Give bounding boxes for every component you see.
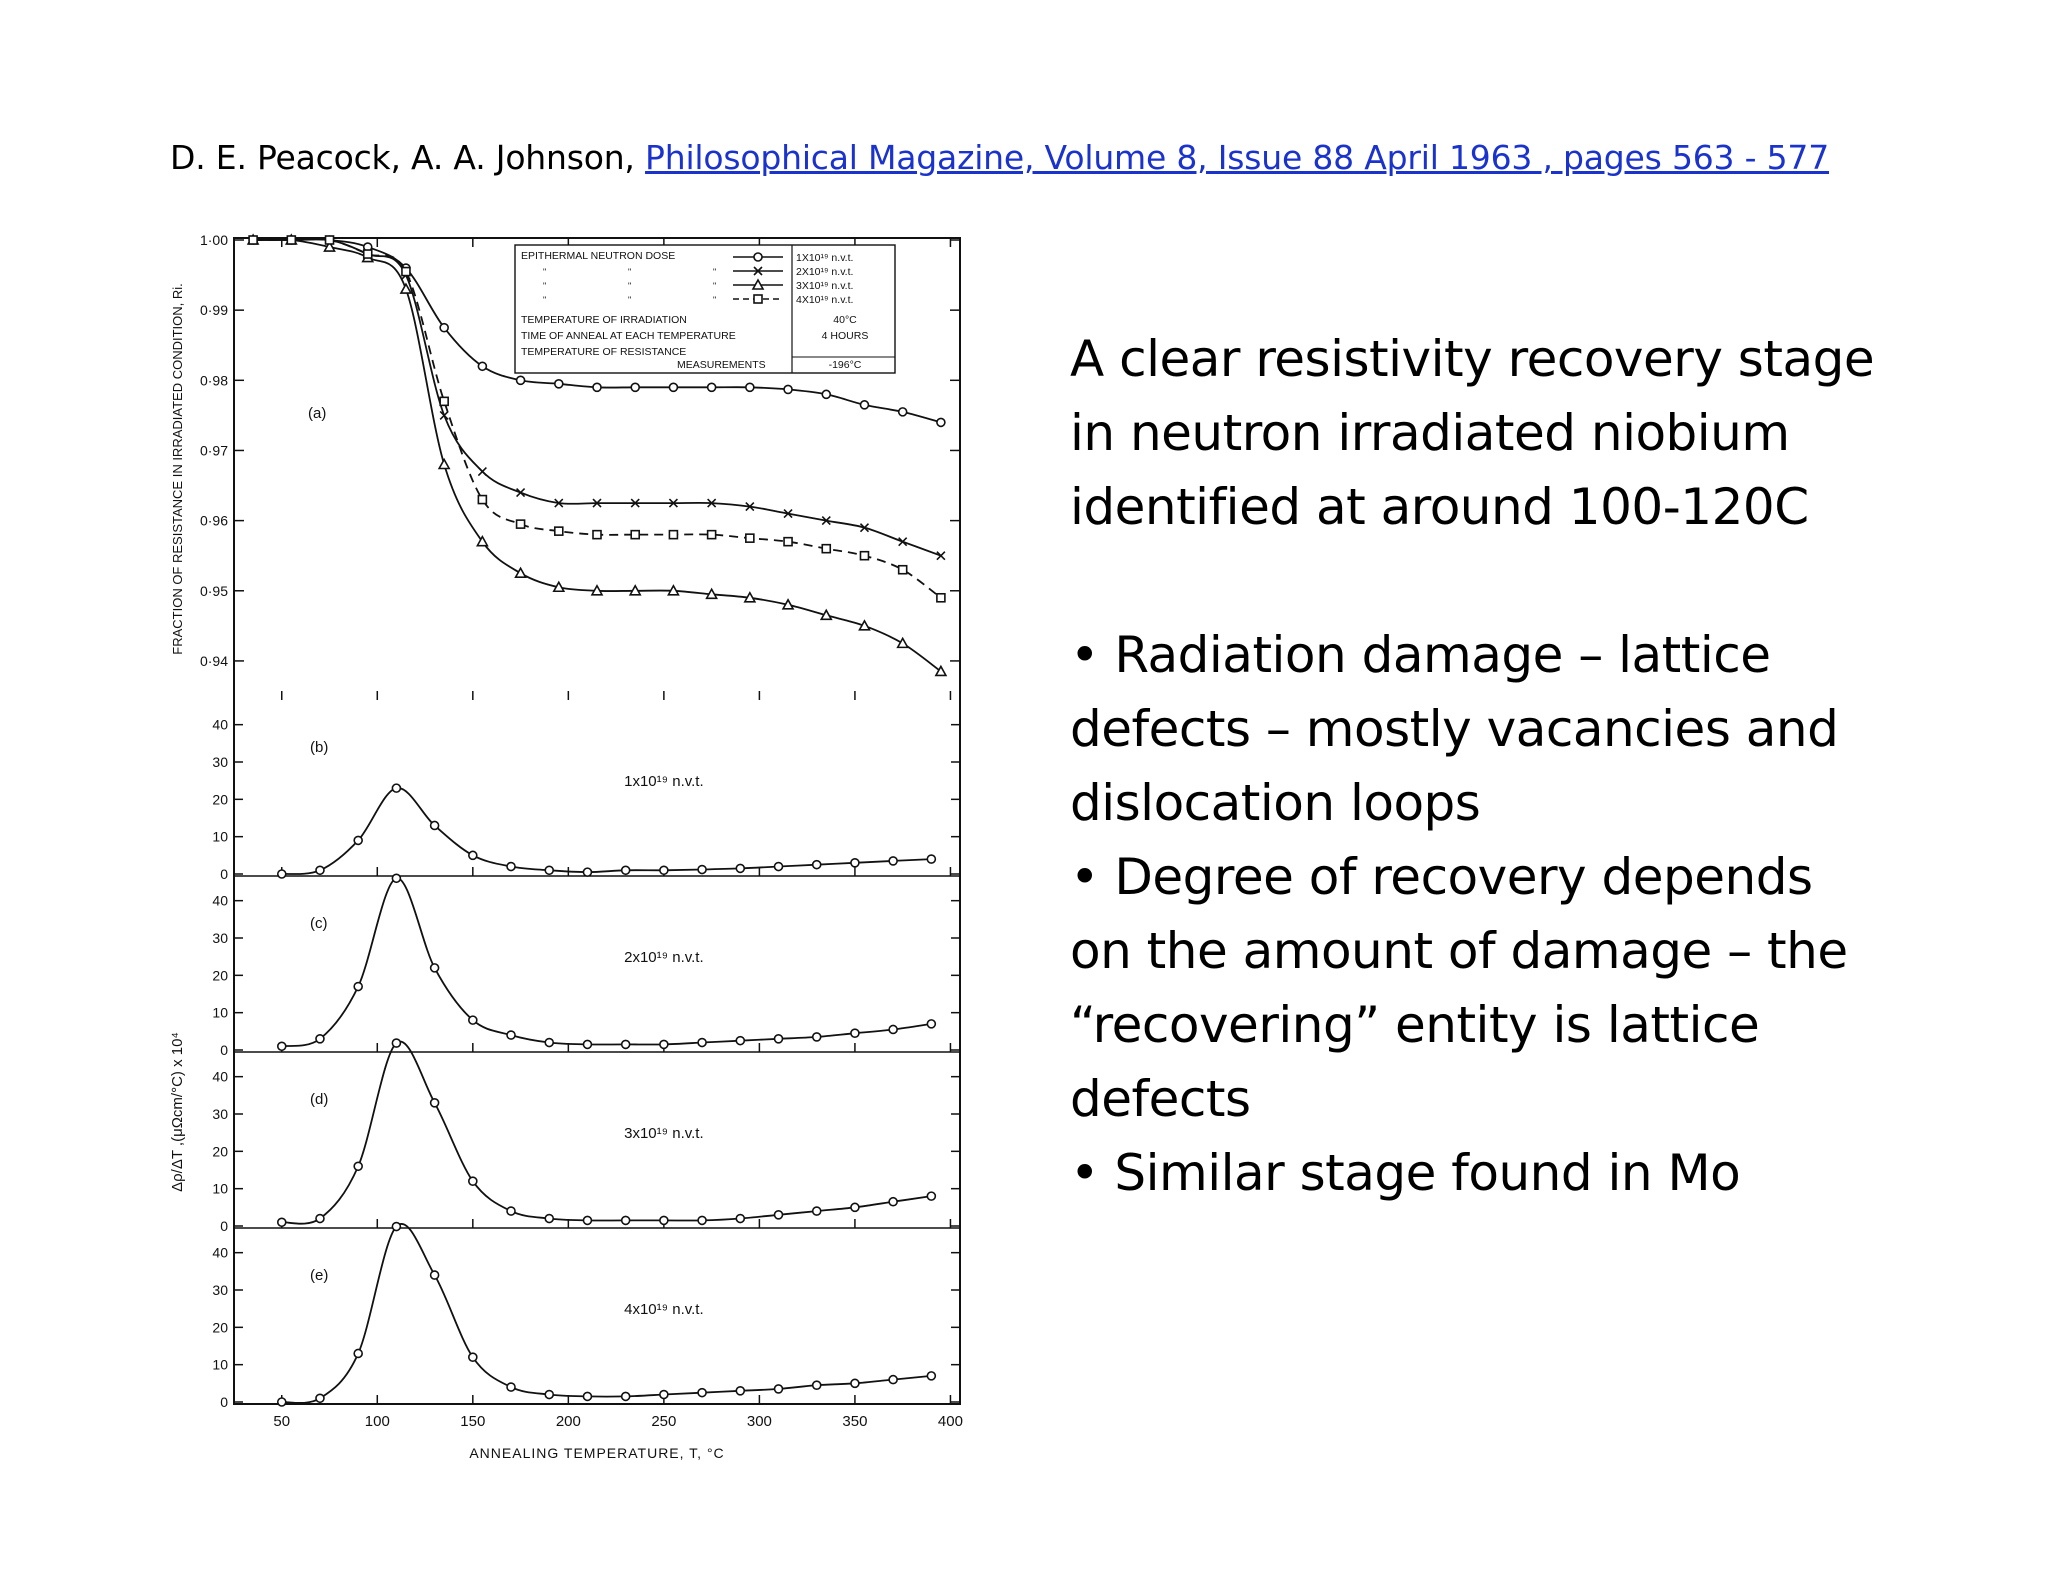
bullet-line: “recovering” entity is lattice xyxy=(1070,996,1760,1054)
x-tick-label: 100 xyxy=(364,1413,390,1430)
data-point xyxy=(583,1392,591,1400)
y-tick-label: 0 xyxy=(220,1394,228,1410)
data-point xyxy=(278,1398,286,1406)
data-point xyxy=(927,1020,935,1028)
data-point xyxy=(813,1207,821,1215)
bullet-line: on the amount of damage – the xyxy=(1070,922,1848,980)
data-point xyxy=(622,1392,630,1400)
legend-row-label2: MEASUREMENTS xyxy=(677,359,766,371)
y-tick-label: 0·97 xyxy=(199,442,228,459)
bullet-item xyxy=(1070,618,1970,840)
x-tick-label: 400 xyxy=(937,1413,963,1430)
data-point xyxy=(669,383,677,391)
data-point xyxy=(469,1177,477,1185)
bullet-item xyxy=(1070,840,1970,1136)
data-point xyxy=(507,1207,515,1215)
data-point xyxy=(354,1349,362,1357)
panel-label: (d) xyxy=(310,1091,329,1108)
y-tick-label: 0·99 xyxy=(199,302,228,319)
dose-annotation: 3x10¹⁹ n.v.t. xyxy=(624,1125,704,1142)
data-point xyxy=(937,552,945,560)
data-point xyxy=(813,1033,821,1041)
data-point xyxy=(822,545,830,553)
y-tick-label: 30 xyxy=(212,930,228,946)
data-point xyxy=(439,459,449,468)
data-point xyxy=(660,866,668,874)
y-tick-label: 30 xyxy=(212,1282,228,1298)
data-point xyxy=(287,236,295,244)
data-point xyxy=(545,866,553,874)
legend-dose: 4X10¹⁹ n.v.t. xyxy=(796,294,854,306)
y-tick-label: 0·96 xyxy=(199,512,228,529)
data-point xyxy=(326,236,334,244)
data-point xyxy=(736,1387,744,1395)
figure-frame xyxy=(234,238,960,1404)
data-point xyxy=(746,534,754,542)
data-point xyxy=(392,1039,400,1047)
bullet-item xyxy=(1070,1136,1970,1210)
data-point xyxy=(583,1040,591,1048)
data-point xyxy=(736,864,744,872)
data-point xyxy=(316,1035,324,1043)
y-tick-label: 40 xyxy=(212,716,228,733)
ditto-mark: " xyxy=(628,295,632,305)
series-line xyxy=(282,1042,932,1224)
data-point xyxy=(851,859,859,867)
data-point xyxy=(354,836,362,844)
x-tick-label: 200 xyxy=(555,1413,581,1430)
data-point xyxy=(899,408,907,416)
data-point xyxy=(775,1035,783,1043)
data-point xyxy=(927,1372,935,1380)
data-point xyxy=(469,1016,477,1024)
data-point xyxy=(708,383,716,391)
dose-annotation: 4x10¹⁹ n.v.t. xyxy=(624,1301,704,1318)
ditto-mark: " xyxy=(543,295,547,305)
data-point xyxy=(278,870,286,878)
data-point xyxy=(889,1025,897,1033)
legend-dose: 3X10¹⁹ n.v.t. xyxy=(796,280,854,292)
data-point xyxy=(593,383,601,391)
bullet-line: defects xyxy=(1070,1070,1251,1128)
data-point xyxy=(775,1385,783,1393)
data-point xyxy=(937,594,945,602)
data-point xyxy=(545,1039,553,1047)
bullet-line: • Radiation damage – lattice xyxy=(1070,626,1771,684)
legend-box xyxy=(515,245,895,373)
data-point xyxy=(517,489,525,497)
data-point xyxy=(898,638,908,647)
data-point xyxy=(860,552,868,560)
data-point xyxy=(440,324,448,332)
ditto-mark: " xyxy=(713,295,717,305)
series-markers xyxy=(278,1223,936,1406)
ditto-mark: " xyxy=(713,267,717,277)
data-point xyxy=(545,1215,553,1223)
y-tick-label: 40 xyxy=(212,1244,228,1261)
legend-row-label: TEMPERATURE OF RESISTANCE xyxy=(521,346,687,358)
data-point xyxy=(698,1389,706,1397)
series-markers xyxy=(278,1039,936,1226)
data-point xyxy=(899,566,907,574)
ditto-mark: " xyxy=(628,267,632,277)
data-point xyxy=(440,411,448,419)
data-point xyxy=(354,983,362,991)
data-point xyxy=(507,1031,515,1039)
ditto-mark: " xyxy=(543,267,547,277)
data-point xyxy=(431,964,439,972)
data-point xyxy=(517,520,525,528)
citation-link[interactable]: Philosophical Magazine, Volume 8, Issue 88 April 1963 , pages 563 - 577 xyxy=(645,138,1829,177)
x-tick-label: 50 xyxy=(273,1413,291,1430)
data-point xyxy=(927,855,935,863)
slide-text xyxy=(1070,322,1970,1210)
data-point xyxy=(249,236,257,244)
data-point xyxy=(354,1162,362,1170)
data-point xyxy=(431,1099,439,1107)
y-tick-label: 20 xyxy=(212,1319,228,1336)
data-point xyxy=(736,1037,744,1045)
data-point xyxy=(754,295,762,303)
data-point xyxy=(555,380,563,388)
citation-authors: D. E. Peacock, A. A. Johnson, xyxy=(170,138,635,177)
data-point xyxy=(899,538,907,546)
y-tick-label: 10 xyxy=(212,1180,228,1197)
data-point xyxy=(392,1223,400,1231)
data-point xyxy=(813,1381,821,1389)
data-point xyxy=(851,1379,859,1387)
legend-row-label: TEMPERATURE OF IRRADIATION xyxy=(521,314,687,326)
y-tick-label: 20 xyxy=(212,967,228,984)
data-point xyxy=(555,527,563,535)
y-tick-label: 10 xyxy=(212,1356,228,1373)
data-point xyxy=(478,468,486,476)
panel-label: (b) xyxy=(310,739,329,756)
x-tick-label: 250 xyxy=(651,1413,677,1430)
citation xyxy=(170,138,1829,177)
legend-row-value: 40°C xyxy=(833,314,857,326)
data-point xyxy=(813,861,821,869)
y-tick-label: 0 xyxy=(220,1218,228,1234)
x-axis-label: ANNEALING TEMPERATURE, T, °C xyxy=(469,1445,725,1461)
label-layer xyxy=(169,232,963,1461)
data-point xyxy=(364,250,372,258)
data-point xyxy=(860,401,868,409)
bullet-list xyxy=(1070,618,1970,1210)
series-markers xyxy=(278,874,936,1050)
data-point xyxy=(851,1029,859,1037)
legend-title: EPITHERMAL NEUTRON DOSE xyxy=(521,250,676,262)
data-point xyxy=(402,268,410,276)
y-tick-label: 0·98 xyxy=(199,372,228,389)
heading-line: in neutron irradiated niobium xyxy=(1070,404,1790,462)
data-point xyxy=(583,868,591,876)
y-tick-label: 0·94 xyxy=(199,652,228,669)
data-point xyxy=(631,531,639,539)
legend-row-value: -196°C xyxy=(828,359,862,371)
data-point xyxy=(669,531,677,539)
data-point xyxy=(889,1198,897,1206)
y-tick-label: 0 xyxy=(220,866,228,882)
ditto-mark: " xyxy=(543,281,547,291)
data-point xyxy=(736,1215,744,1223)
data-point xyxy=(593,531,601,539)
panel-label: (e) xyxy=(310,1267,329,1284)
series-line xyxy=(282,788,932,874)
data-point xyxy=(278,1042,286,1050)
series-line xyxy=(282,878,932,1046)
axes-layer xyxy=(234,238,960,1404)
panel-label: (c) xyxy=(310,915,328,932)
data-point xyxy=(545,1391,553,1399)
heading-line: A clear resistivity recovery stage xyxy=(1070,330,1875,388)
legend-row-value: 4 HOURS xyxy=(821,330,869,342)
y-tick-label: 1·00 xyxy=(199,232,228,248)
dose-annotation: 2x10¹⁹ n.v.t. xyxy=(624,949,704,966)
y-tick-label: 20 xyxy=(212,1143,228,1160)
data-point xyxy=(660,1040,668,1048)
heading-line: identified at around 100-120C xyxy=(1070,478,1809,536)
y-axis-label: Δρ/ΔT ,(μΩcm/°C) x 10⁴ xyxy=(169,1032,186,1192)
data-point xyxy=(754,253,762,261)
data-point xyxy=(431,1271,439,1279)
data-point xyxy=(775,1211,783,1219)
data-point xyxy=(622,1216,630,1224)
y-tick-label: 30 xyxy=(212,1106,228,1122)
data-point xyxy=(660,1216,668,1224)
data-point xyxy=(784,538,792,546)
y-tick-label: 40 xyxy=(212,892,228,909)
data-point xyxy=(889,1376,897,1384)
annealing-figure xyxy=(160,220,980,1470)
legend-dose: 1X10¹⁹ n.v.t. xyxy=(796,252,854,264)
data-point xyxy=(746,383,754,391)
y-tick-label: 40 xyxy=(212,1068,228,1085)
bullet-line: • Degree of recovery depends xyxy=(1070,848,1813,906)
data-point xyxy=(469,1353,477,1361)
data-point xyxy=(478,362,486,370)
data-point xyxy=(478,496,486,504)
ditto-mark: " xyxy=(713,281,717,291)
data-point xyxy=(316,1215,324,1223)
data-point xyxy=(927,1192,935,1200)
data-point xyxy=(507,863,515,871)
data-point xyxy=(822,390,830,398)
data-point xyxy=(775,863,783,871)
data-point xyxy=(622,866,630,874)
y-tick-label: 0·95 xyxy=(199,582,228,599)
data-point xyxy=(851,1203,859,1211)
y-tick-label: 10 xyxy=(212,1004,228,1021)
data-point xyxy=(583,1216,591,1224)
dose-annotation: 1x10¹⁹ n.v.t. xyxy=(624,773,704,790)
data-point xyxy=(937,418,945,426)
data-point xyxy=(784,385,792,393)
data-point xyxy=(440,397,448,405)
data-point xyxy=(316,1394,324,1402)
data-point xyxy=(469,851,477,859)
y-tick-label: 0 xyxy=(220,1042,228,1058)
data-point xyxy=(316,866,324,874)
y-tick-label: 20 xyxy=(212,791,228,808)
series-layer xyxy=(248,235,946,1406)
x-tick-label: 350 xyxy=(842,1413,868,1430)
data-point xyxy=(622,1040,630,1048)
y-tick-label: 30 xyxy=(212,754,228,770)
data-point xyxy=(517,376,525,384)
data-point xyxy=(708,531,716,539)
x-tick-label: 150 xyxy=(460,1413,486,1430)
series-line xyxy=(282,1224,932,1403)
x-tick-label: 300 xyxy=(746,1413,772,1430)
slide-heading xyxy=(1070,322,1970,544)
panel-label: (a) xyxy=(308,405,327,422)
y-tick-label: 10 xyxy=(212,828,228,845)
data-point xyxy=(431,821,439,829)
y-axis-label: FRACTION OF RESISTANCE IN IRRADIATED CONDITION, Ri. xyxy=(170,283,185,655)
bullet-line: defects – mostly vacancies and xyxy=(1070,700,1839,758)
data-point xyxy=(889,857,897,865)
data-point xyxy=(392,874,400,882)
legend-dose: 2X10¹⁹ n.v.t. xyxy=(796,266,854,278)
legend-row-label: TIME OF ANNEAL AT EACH TEMPERATURE xyxy=(521,330,736,342)
ditto-mark: " xyxy=(628,281,632,291)
data-point xyxy=(698,1039,706,1047)
data-point xyxy=(507,1383,515,1391)
data-point xyxy=(392,784,400,792)
data-point xyxy=(698,866,706,874)
data-point xyxy=(660,1391,668,1399)
data-point xyxy=(631,383,639,391)
data-point xyxy=(698,1216,706,1224)
data-point xyxy=(278,1218,286,1226)
data-point xyxy=(516,568,526,577)
bullet-line: dislocation loops xyxy=(1070,774,1481,832)
bullet-line: • Similar stage found in Mo xyxy=(1070,1144,1741,1202)
